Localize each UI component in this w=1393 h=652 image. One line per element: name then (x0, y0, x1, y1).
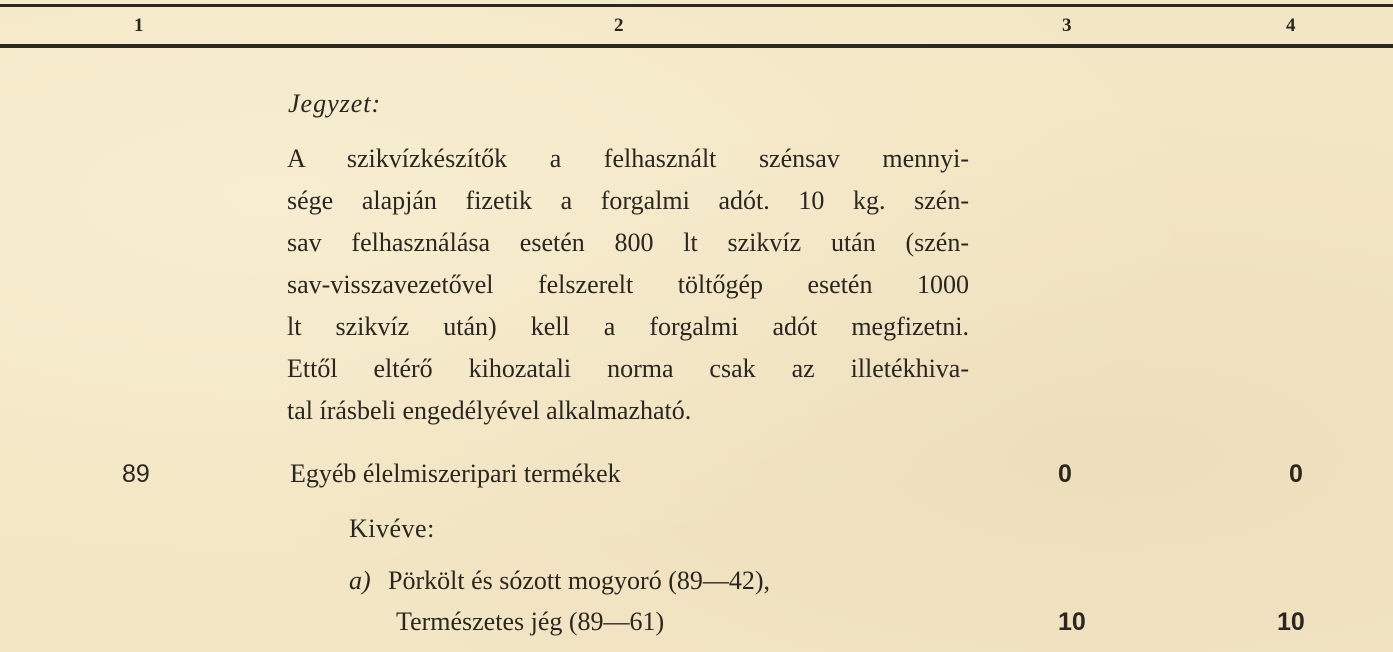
header-bottom-rule (0, 44, 1393, 48)
note-heading: Jegyzet: (288, 89, 382, 118)
note-line: Ettől eltérő kihozatali norma csak az illetékhiva- (287, 354, 969, 383)
column-header-3: 3 (1062, 15, 1072, 36)
note-line: lt szikvíz után) kell a forgalmi adót megfizetni. (287, 312, 969, 341)
item-letter: a) (349, 566, 371, 595)
note-line: sav-visszavezetővel felszerelt töltőgép esetén 1000 (287, 270, 969, 299)
item-col3-value: 10 (1058, 608, 1086, 636)
row-col4-value: 0 (1289, 460, 1303, 488)
except-label: Kivéve: (349, 514, 435, 543)
row-col3-value: 0 (1058, 460, 1072, 488)
header-top-rule (0, 4, 1393, 7)
item-line-2: Természetes jég (89—61) (396, 607, 665, 636)
note-line: sav felhasználása esetén 800 lt szikvíz után (szén- (287, 228, 969, 257)
row-label: Egyéb élelmiszeripari termékek (290, 459, 621, 488)
column-header-1: 1 (134, 15, 144, 36)
note-line: A szikvízkészítők a felhasznált szénsav mennyi- (287, 144, 969, 173)
item-line-1: Pörkölt és sózott mogyoró (89—42), (388, 566, 771, 595)
note-line: tal írásbeli engedélyével alkalmazható. (287, 396, 692, 425)
column-header-2: 2 (614, 15, 624, 36)
item-col4-value: 10 (1277, 608, 1305, 636)
row-number: 89 (122, 460, 150, 488)
column-header-4: 4 (1286, 15, 1296, 36)
note-line: sége alapján fizetik a forgalmi adót. 10 kg. szén- (287, 186, 969, 215)
